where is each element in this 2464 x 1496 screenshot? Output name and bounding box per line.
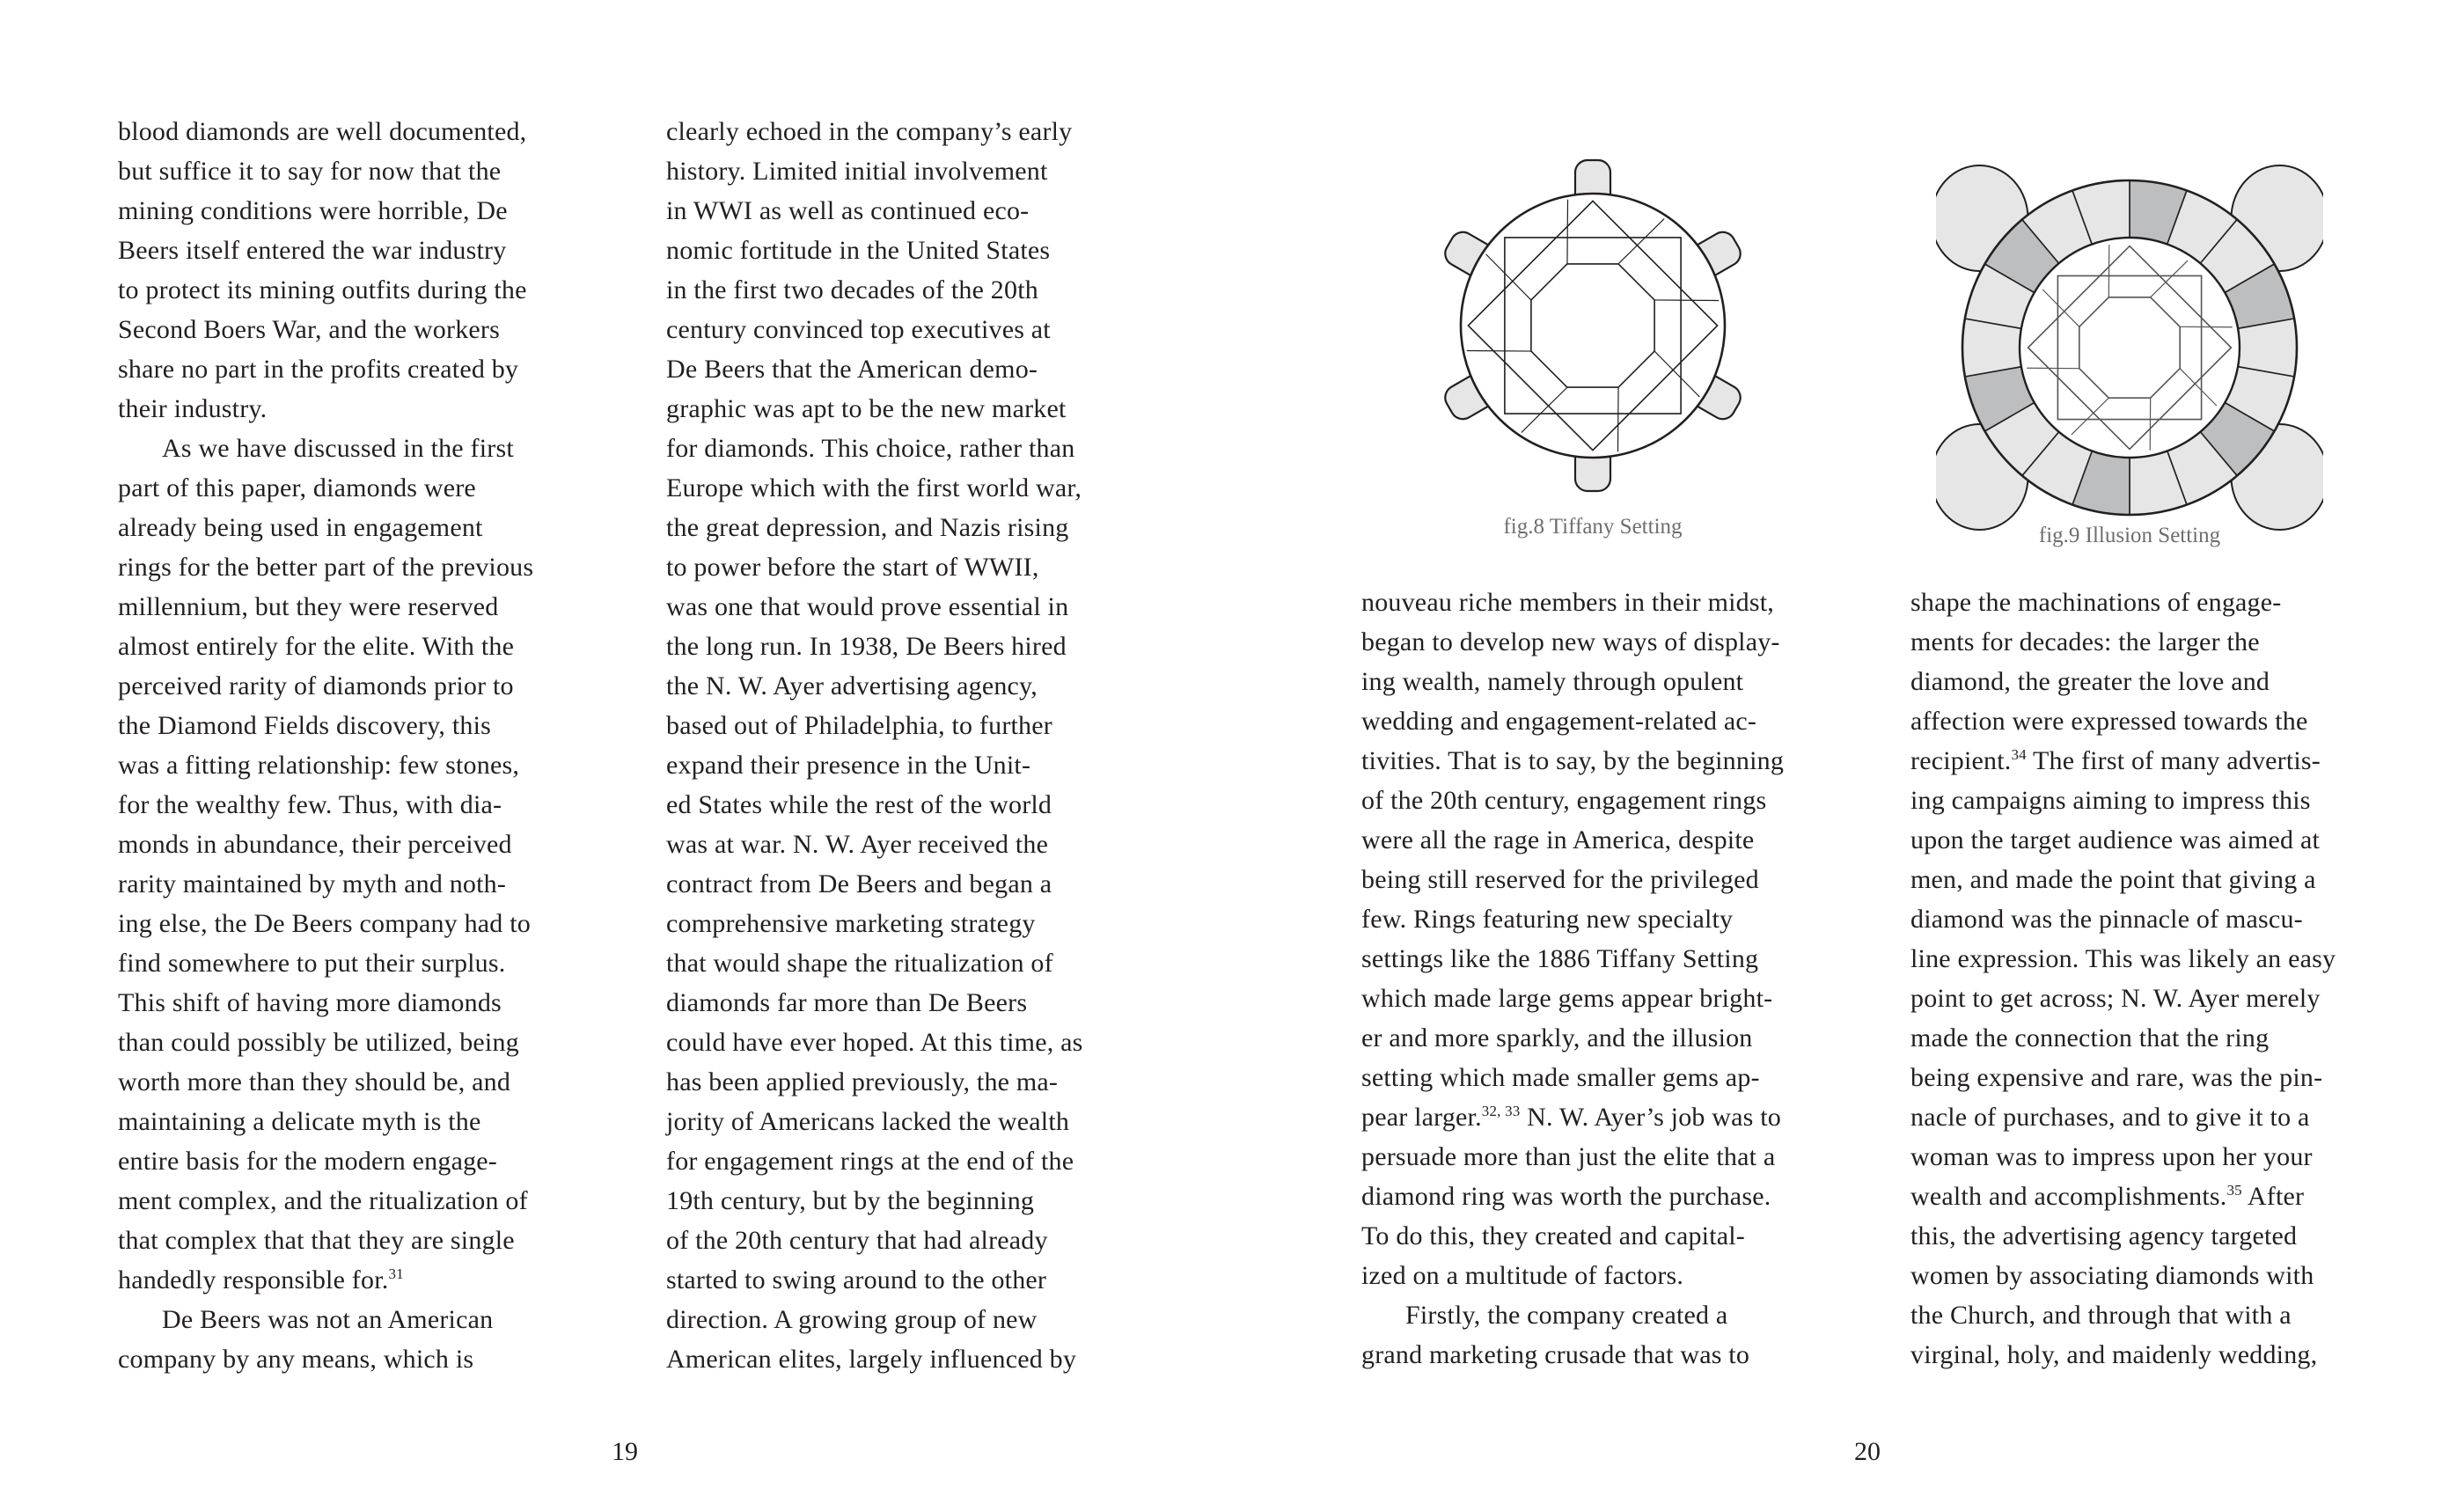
text-line: diamond was the pinnacle of mascu- xyxy=(1910,905,2303,934)
text-line: began to develop new ways of display- xyxy=(1361,627,1780,656)
text-line: which made large gems appear bright- xyxy=(1361,984,1773,1013)
text-line: the Diamond Fields discovery, this xyxy=(118,711,491,740)
text-line: was one that would prove essential in xyxy=(666,592,1069,621)
text-line: mining conditions were horrible, De xyxy=(118,196,508,225)
text-line: 19th century, but by the beginning xyxy=(666,1186,1035,1215)
text-line: maintaining a delicate myth is the xyxy=(118,1107,481,1136)
text-line: men, and made the point that giving a xyxy=(1910,865,2316,894)
text-line: could have ever hoped. At this time, as xyxy=(666,1028,1083,1057)
text-line: upon the target audience was aimed at xyxy=(1910,825,2321,854)
text-line: recipient.$^{34}$ The first of many advertis- xyxy=(1910,746,2321,775)
text-line: this, the advertising agency targeted xyxy=(1910,1221,2298,1250)
text-line: American elites, largely influenced by xyxy=(666,1345,1077,1374)
text-line: few. Rings featuring new specialty xyxy=(1361,905,1734,934)
text-line: for the wealthy few. Thus, with dia- xyxy=(118,790,502,819)
text-line: tivities. That is to say, by the beginning xyxy=(1361,746,1785,775)
text-line: the N. W. Ayer advertising agency, xyxy=(666,671,1038,700)
tiffany-setting-diagram-icon xyxy=(1426,158,1760,493)
text-line: ed States while the rest of the world xyxy=(666,790,1052,819)
text-line: ing wealth, namely through opulent xyxy=(1361,667,1744,696)
illusion-setting-diagram-icon xyxy=(1936,158,2323,546)
text-line: made the connection that the ring xyxy=(1910,1023,2270,1052)
text-line: find somewhere to put their surplus. xyxy=(118,949,506,978)
text-line: in the first two decades of the 20th xyxy=(666,275,1038,304)
text-line: the long run. In 1938, De Beers hired xyxy=(666,632,1067,661)
text-line: were all the rage in America, despite xyxy=(1361,825,1755,854)
text-line: based out of Philadelphia, to further xyxy=(666,711,1052,740)
text-line: contract from De Beers and began a xyxy=(666,869,1052,898)
text-line: monds in abundance, their perceived xyxy=(118,830,512,859)
text-line: expand their presence in the Unit- xyxy=(666,751,1031,780)
text-line: clearly echoed in the company’s early xyxy=(666,117,1073,146)
text-line: setting which made smaller gems ap- xyxy=(1361,1063,1760,1092)
text-line: to power before the start of WWII, xyxy=(666,553,1039,582)
body-text-column-3 xyxy=(1361,583,1837,1375)
text-line: diamond ring was worth the purchase. xyxy=(1361,1182,1771,1211)
text-line: Beers itself entered the war industry xyxy=(118,236,507,265)
body-text-column-4 xyxy=(1910,583,2386,1375)
text-line: pear larger.$^{32, 33}$ N. W. Ayer’s job was to xyxy=(1361,1103,1781,1132)
text-line: nouveau riche members in their midst, xyxy=(1361,588,1774,617)
text-line: nomic fortitude in the United States xyxy=(666,236,1051,265)
text-line: ized on a multitude of factors. xyxy=(1361,1261,1684,1290)
text-line: Europe which with the first world war, xyxy=(666,473,1082,502)
text-line: than could possibly be utilized, being xyxy=(118,1028,519,1057)
text-line: century convinced top executives at xyxy=(666,315,1051,344)
text-line: diamond, the greater the love and xyxy=(1910,667,2270,696)
text-line: the great depression, and Nazis rising xyxy=(666,513,1069,542)
text-line: affection were expressed towards the xyxy=(1910,707,2308,736)
text-line: ment complex, and the ritualization of xyxy=(118,1186,528,1215)
footnote-reference: 35 xyxy=(2226,1182,2242,1199)
text-line: almost entirely for the elite. With the xyxy=(118,632,515,661)
text-line: for engagement rings at the end of the xyxy=(666,1147,1074,1176)
text-line: was at war. N. W. Ayer received the xyxy=(666,830,1049,859)
text-line: grand marketing crusade that was to xyxy=(1361,1340,1750,1369)
body-text-column-1 xyxy=(118,112,593,1379)
text-line: women by associating diamonds with xyxy=(1910,1261,2314,1290)
text-line: line expression. This was likely an easy xyxy=(1910,944,2336,973)
text-line: was a fitting relationship: few stones, xyxy=(118,751,520,780)
text-line: being expensive and rare, was the pin- xyxy=(1910,1063,2323,1092)
text-line: being still reserved for the privileged xyxy=(1361,865,1759,894)
text-line: started to swing around to the other xyxy=(666,1265,1047,1294)
text-line: of the 20th century that had already xyxy=(666,1226,1048,1255)
text-line: direction. A growing group of new xyxy=(666,1305,1038,1334)
illusion-diamond-drawing xyxy=(1936,165,2323,530)
text-line: ments for decades: the larger the xyxy=(1910,627,2260,656)
footnote-reference: 32, 33 xyxy=(1481,1103,1521,1119)
text-line: This shift of having more diamonds xyxy=(118,988,502,1017)
text-line: of the 20th century, engagement rings xyxy=(1361,786,1767,815)
text-line: comprehensive marketing strategy xyxy=(666,909,1036,938)
text-line: already being used in engagement xyxy=(118,513,483,542)
figure-caption-illusion: fig.9 Illusion Setting xyxy=(2038,524,2221,547)
page-number-left: 19 xyxy=(612,1437,638,1466)
text-line: er and more sparkly, and the illusion xyxy=(1361,1023,1753,1052)
text-line: virginal, holy, and maidenly wedding, xyxy=(1910,1340,2318,1369)
text-line: wedding and engagement-related ac- xyxy=(1361,707,1757,736)
text-line: millennium, but they were reserved xyxy=(118,592,499,621)
text-line: rings for the better part of the previous xyxy=(118,553,534,582)
text-line: share no part in the profits created by xyxy=(118,355,519,384)
text-line: handedly responsible for.$^{31}$ xyxy=(118,1265,404,1294)
text-line: wealth and accomplishments.$^{35}$ After xyxy=(1910,1182,2305,1211)
figure-caption-tiffany: fig.8 Tiffany Setting xyxy=(1503,515,1683,539)
text-line: shape the machinations of engage- xyxy=(1910,588,2282,617)
text-line: Second Boers War, and the workers xyxy=(118,315,500,344)
text-line: graphic was apt to be the new market xyxy=(666,394,1067,423)
text-line: part of this paper, diamonds were xyxy=(118,473,476,502)
text-line: their industry. xyxy=(118,394,268,423)
text-line: that complex that that they are single xyxy=(118,1226,515,1255)
text-line: De Beers was not an American xyxy=(162,1305,494,1334)
text-line: but suffice it to say for now that the xyxy=(118,157,502,186)
text-line: the Church, and through that with a xyxy=(1910,1301,2292,1330)
text-line: rarity maintained by myth and noth- xyxy=(118,869,507,898)
text-line: history. Limited initial involvement xyxy=(666,157,1048,186)
text-line: has been applied previously, the ma- xyxy=(666,1067,1059,1096)
text-line: point to get across; N. W. Ayer merely xyxy=(1910,984,2321,1013)
tiffany-diamond-drawing xyxy=(1441,160,1745,491)
text-line: Firstly, the company created a xyxy=(1405,1301,1728,1330)
text-line: As we have discussed in the first xyxy=(162,434,514,463)
text-line: De Beers that the American demo- xyxy=(666,355,1038,384)
text-line: company by any means, which is xyxy=(118,1345,474,1374)
footnote-reference: 34 xyxy=(2011,746,2027,763)
text-line: settings like the 1886 Tiffany Setting xyxy=(1361,944,1759,973)
text-line: for diamonds. This choice, rather than xyxy=(666,434,1075,463)
text-line: to protect its mining outfits during the xyxy=(118,275,527,304)
text-line: that would shape the ritualization of xyxy=(666,949,1053,978)
text-line: To do this, they created and capital- xyxy=(1361,1221,1745,1250)
text-line: woman was to impress upon her your xyxy=(1910,1142,2313,1171)
page-number-right: 20 xyxy=(1854,1437,1881,1466)
text-line: nacle of purchases, and to give it to a xyxy=(1910,1103,2310,1132)
body-text-column-2 xyxy=(666,112,1141,1379)
text-line: jority of Americans lacked the wealth xyxy=(666,1107,1070,1136)
text-line: ing campaigns aiming to impress this xyxy=(1910,786,2311,815)
text-line: blood diamonds are well documented, xyxy=(118,117,527,146)
text-line: entire basis for the modern engage- xyxy=(118,1147,497,1176)
text-line: diamonds far more than De Beers xyxy=(666,988,1028,1017)
text-line: worth more than they should be, and xyxy=(118,1067,511,1096)
text-line: perceived rarity of diamonds prior to xyxy=(118,671,514,700)
text-line: persuade more than just the elite that a xyxy=(1361,1142,1776,1171)
text-line: ing else, the De Beers company had to xyxy=(118,909,531,938)
footnote-reference: 31 xyxy=(388,1265,404,1282)
text-line: in WWI as well as continued eco- xyxy=(666,196,1030,225)
